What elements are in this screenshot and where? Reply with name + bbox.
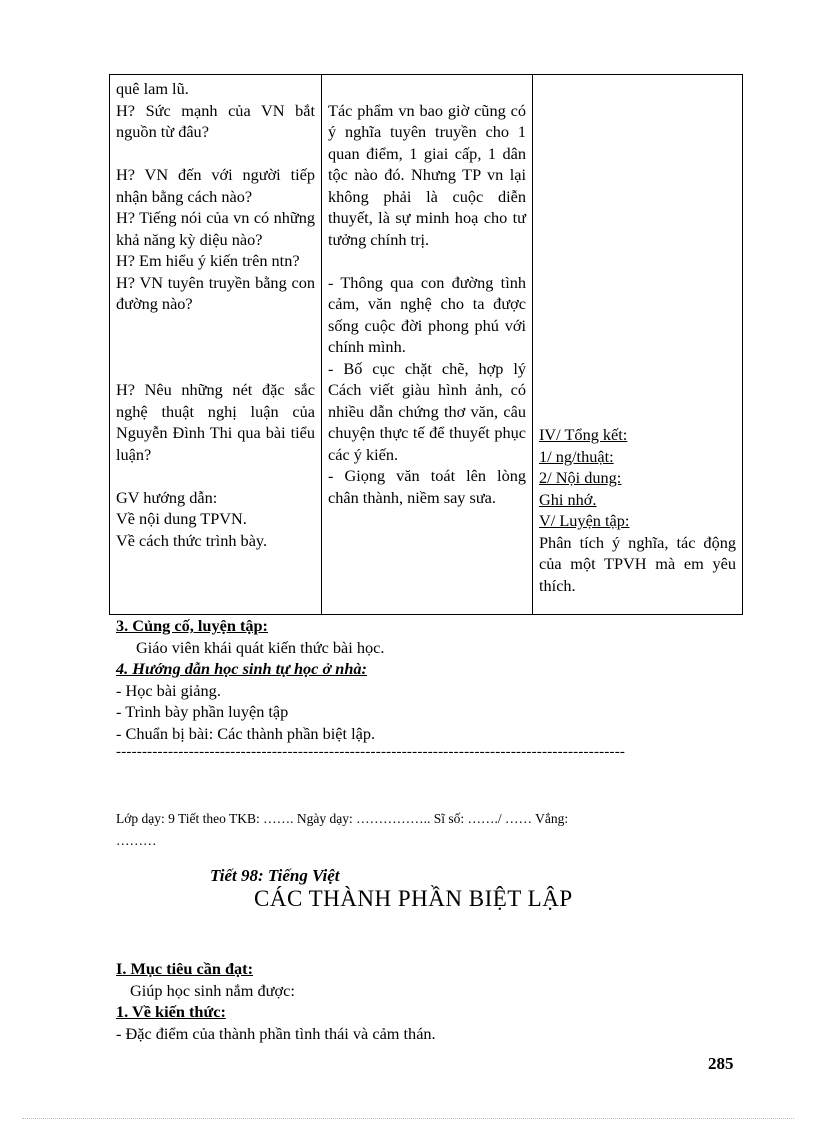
answers-column [322, 75, 533, 615]
knowledge-item: - Đặc điểm của thành phần tình thái và cảm thán. [116, 1023, 436, 1043]
table-cell-line: Về cách thức trình bày. [116, 530, 268, 550]
table-cell-line: - Bố cục chặt chẽ, hợp lý Cách viết giàu hình ảnh, có nhiều dẫn chứng thơ văn, câu chuyện thực tế để thuyết phục các ý kiến. [328, 358, 526, 464]
questions-column [110, 75, 322, 615]
lesson-table [109, 74, 743, 615]
lesson-info-line: ……… [116, 833, 157, 848]
page-bottom-border [22, 1118, 794, 1119]
table-cell-line: - Thông qua con đường tình cảm, văn nghệ cho ta được sống cuộc đời phong phú với chính mình. [328, 272, 526, 356]
objectives-intro: Giúp học sinh nắm được: [130, 980, 295, 1000]
knowledge-heading: 1. Về kiến thức: [116, 1002, 226, 1021]
separator-line: -------------------------------------------------------------------------------------------------- [116, 744, 626, 760]
table-cell-line: H? VN tuyên truyền bằng con đường nào? [116, 272, 315, 313]
objectives-section [116, 958, 436, 1044]
practice-heading: V/ Luyện tập: [539, 511, 630, 530]
lesson-info-line: Lớp dạy: 9 Tiết theo TKB: ……. Ngày dạy: …………….. Sĩ số: ……./ …… Vắng: [116, 811, 569, 826]
notes-column [533, 75, 743, 615]
table-cell-line: H? Em hiểu ý kiến trên ntn? [116, 251, 300, 270]
table-cell-line: H? VN đến với người tiếp nhận bằng cách nào? [116, 165, 315, 206]
table-cell-line [328, 78, 526, 100]
note-heading: Ghi nhớ. [539, 489, 597, 509]
lesson-info [116, 808, 716, 852]
content-heading: 2/ Nội dung: [539, 468, 622, 487]
homework-item: - Học bài giảng. [116, 680, 221, 700]
homework-heading: 4. Hướng dẫn học sinh tự học ở nhà: [116, 659, 367, 678]
table-cell-line: GV hướng dẫn: [116, 487, 218, 507]
table-cell-line: H? Tiếng nói của vn có những khả năng kỳ diệu nào? [116, 208, 315, 249]
homework-item: - Trình bày phần luyện tập [116, 702, 289, 721]
consolidate-heading: 3. Củng cố, luyện tập: [116, 616, 268, 635]
table-cell-line [116, 143, 315, 165]
objectives-heading: I. Mục tiêu cần đạt: [116, 959, 254, 978]
summary-heading: IV/ Tổng kết: [539, 425, 628, 444]
homework-item: - Chuẩn bị bài: Các thành phần biệt lập. [116, 723, 376, 743]
table-cell-line [116, 315, 315, 337]
consolidate-section [116, 615, 384, 744]
lesson-title: CÁC THÀNH PHẦN BIỆT LẬP [254, 886, 573, 911]
art-heading: 1/ ng/thuật: [539, 446, 614, 466]
table-cell-line [116, 336, 315, 358]
table-cell-line: Tác phẩm vn bao giờ cũng có ý nghĩa tuyên truyền cho 1 quan điểm, 1 giai cấp, 1 dân tộc nào đó. Nhưng TP vn lại không phải là cuộc diễn thuyết, là sự minh hoạ cho tư tưởng chính trị. [328, 100, 526, 249]
practice-task: Phân tích ý nghĩa, tác động của một TPVH mà em yêu thích. [539, 532, 736, 595]
table-cell-line: H? Sức mạnh của VN bắt nguồn từ đâu? [116, 100, 315, 141]
consolidate-text: Giáo viên khái quát kiến thức bài học. [136, 637, 385, 657]
table-cell-line: - Giọng văn toát lên lòng chân thành, niềm say sưa. [328, 466, 526, 507]
table-cell-line: H? Nêu những nét đặc sắc nghệ thuật nghị luận của Nguyễn Đình Thi qua bài tiểu luận? [116, 380, 315, 464]
table-cell-line: quê lam lũ. [116, 79, 189, 98]
lesson-subtitle: Tiết 98: Tiếng Việt [210, 866, 340, 885]
table-cell-line [116, 465, 315, 487]
page-number: 285 [708, 1054, 734, 1073]
table-cell-line: Về nội dung TPVN. [116, 509, 247, 528]
table-cell-line [116, 358, 315, 380]
table-cell-line [328, 250, 526, 272]
